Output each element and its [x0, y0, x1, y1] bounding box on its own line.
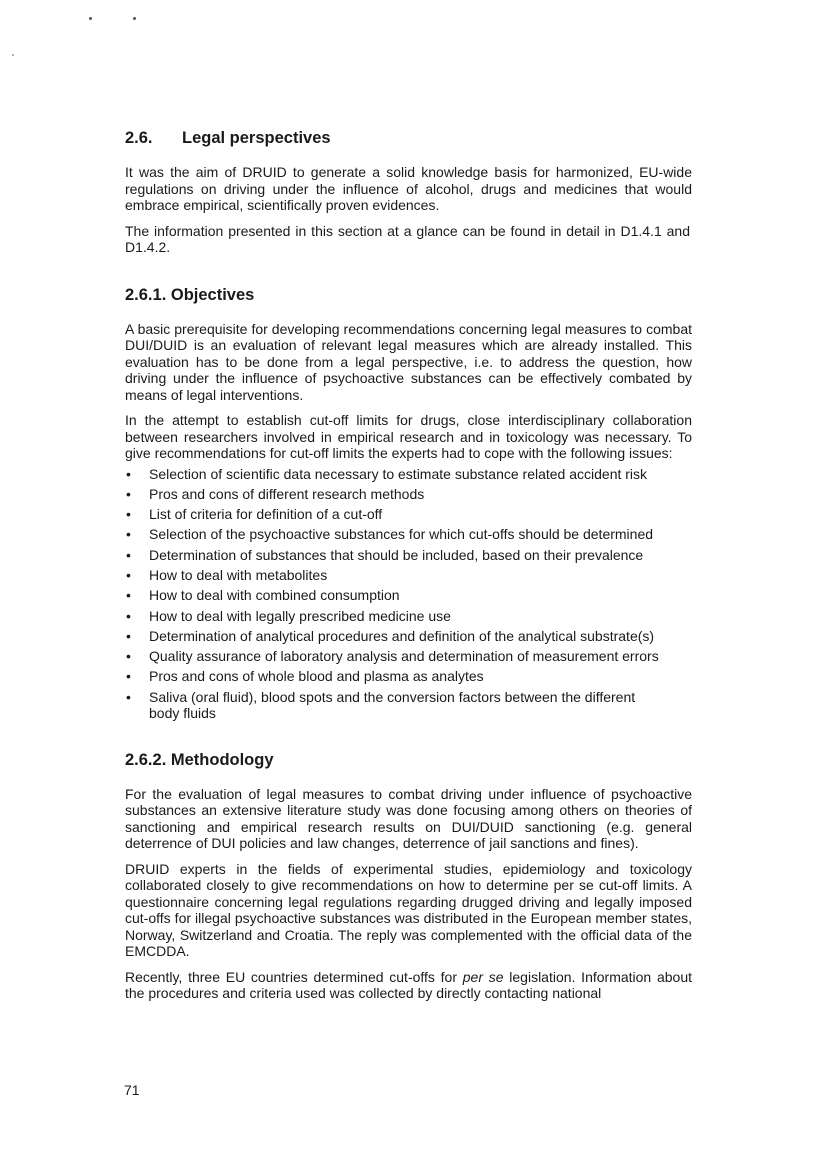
list-item [125, 466, 692, 483]
bullet-icon: • [126, 627, 131, 644]
paragraph: For the evaluation of legal measures to combat driving under influence of psychoactive substances an extensive literature study was done focusing among others on theories of sanctioning and empirical research results on DUI/DUID sanctioning (e.g. general deterrence of DUI policies and law changes, deterrence of jail sanctions and fines). [125, 785, 692, 852]
section-heading-2-6-2: 2.6.2. Methodology [125, 750, 274, 769]
paragraph: DRUID experts in the fields of experimental studies, epidemiology and toxicology collaborated closely to give recommendations on how to determine per se cut-off limits. A questionnaire concerning legal regulations regarding drugged driving and legally imposed cut-offs for illegal psychoactive substances was distributed in the European member states, Norway, Switzerland and Croatia. The reply was complemented with the official data of the EMCDDA. [125, 860, 692, 960]
paragraph: The information presented in this section at a glance can be found in detail in D1.4.1 and D1.4.2. [125, 222, 690, 255]
list-item-text: Saliva (oral fluid), blood spots and the conversion factors between the different body fluids [149, 688, 636, 722]
list-item [125, 628, 692, 645]
scan-speck [89, 17, 92, 20]
list-item [125, 648, 692, 665]
list-item [125, 526, 692, 543]
list-item [125, 689, 692, 722]
issues-list [125, 466, 692, 722]
list-item-text: Pros and cons of whole blood and plasma as analytes [149, 668, 484, 685]
paragraph [125, 969, 692, 1002]
list-item-text: How to deal with combined consumption [149, 587, 400, 604]
bullet-icon: • [126, 668, 131, 685]
list-item-text: Quality assurance of laboratory analysis and determination of measurement errors [149, 648, 659, 665]
paragraph-text: legislation. Information about the procedures and criteria used was collected by directly contacting national [125, 968, 692, 1002]
bullet-icon: • [126, 526, 131, 543]
list-item [125, 587, 692, 604]
paragraph: It was the aim of DRUID to generate a solid knowledge basis for harmonized, EU-wide regulations on driving under the influence of alcohol, drugs and medicines that would embrace empirical, scientifically proven evidences. [125, 164, 692, 213]
section-number: 2.6. [125, 129, 153, 147]
section-title: Legal perspectives [182, 129, 331, 147]
list-item [125, 486, 692, 503]
bullet-icon: • [126, 607, 131, 624]
paragraph: In the attempt to establish cut-off limits for drugs, close interdisciplinary collaboration between researchers involved in empirical research and in toxicology was necessary. To give recommendations for cut-off limits the experts had to cope with the following issues: [125, 412, 692, 461]
list-item-text: How to deal with legally prescribed medicine use [149, 607, 451, 624]
list-item [125, 608, 692, 625]
list-item-text: Selection of the psychoactive substances for which cut-offs should be determined [149, 526, 654, 543]
scan-speck [133, 17, 136, 20]
list-item-text: Determination of analytical procedures and definition of the analytical substrate(s) [149, 627, 655, 644]
bullet-icon: • [126, 506, 131, 523]
page-content [125, 126, 692, 1002]
paragraph-text: Recently, three EU countries determined cut-offs for [125, 968, 463, 985]
list-item-text: Pros and cons of different research methods [149, 485, 425, 502]
list-item-text: How to deal with metabolites [149, 566, 328, 583]
bullet-icon: • [126, 688, 131, 705]
bullet-icon: • [126, 648, 131, 665]
bullet-icon: • [126, 546, 131, 563]
list-item [125, 506, 692, 523]
bullet-icon: • [126, 465, 131, 482]
section-heading-2-6 [125, 126, 692, 150]
list-item-text: Determination of substances that should be included, based on their prevalence [149, 546, 644, 563]
list-item-text: Selection of scientific data necessary to estimate substance related accident risk [149, 465, 648, 482]
bullet-icon: • [126, 587, 131, 604]
list-item [125, 567, 692, 584]
bullet-icon: • [126, 485, 131, 502]
bullet-icon: • [126, 566, 131, 583]
list-item [125, 547, 692, 564]
list-item-text: List of criteria for definition of a cut-off [149, 506, 383, 523]
italic-term: per se [462, 968, 504, 985]
list-item [125, 668, 692, 685]
paragraph: A basic prerequisite for developing recommendations concerning legal measures to combat DUI/DUID is an evaluation of relevant legal measures which are already installed. This evaluation has to be done from a legal perspective, i.e. to address the question, how driving under the influence of psychoactive substances can be effectively combated by means of legal interventions. [125, 320, 692, 403]
scan-speck [12, 54, 14, 56]
page-number: 71 [124, 1082, 140, 1098]
section-heading-2-6-1: 2.6.1. Objectives [125, 285, 255, 304]
